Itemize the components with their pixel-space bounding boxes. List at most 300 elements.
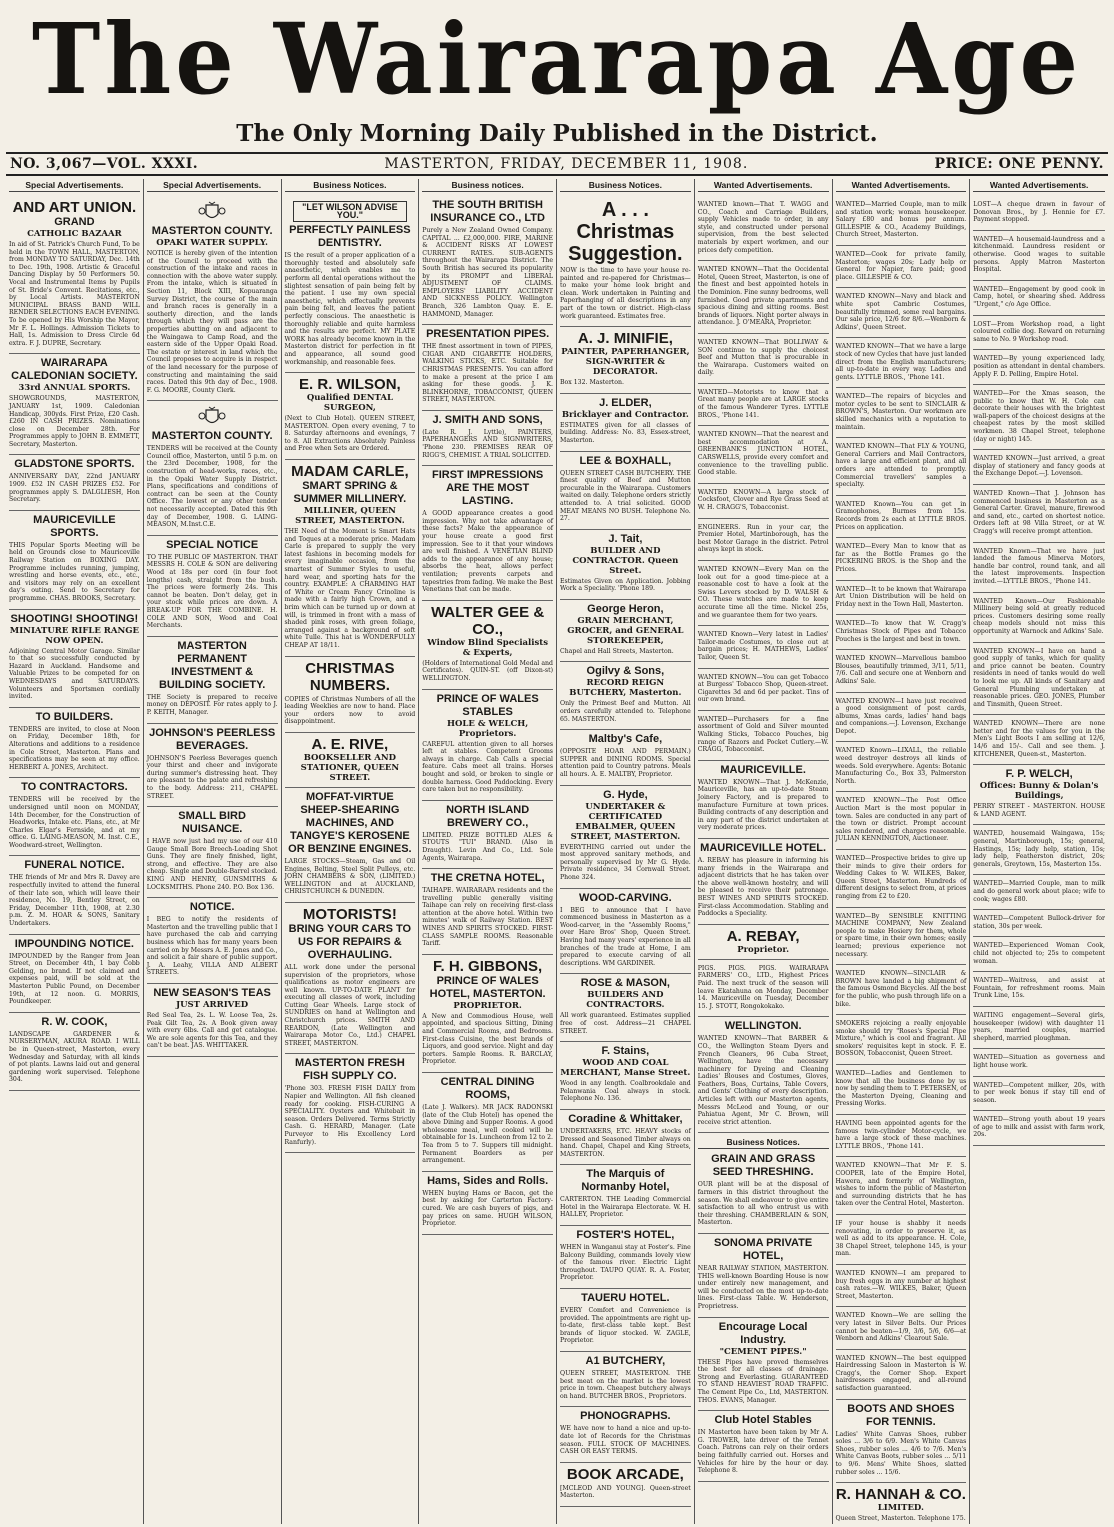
ad-body-text: I HAVE now just had my use of our 410 Gauge Small Bore Breech-Loading Shot Guns. They are finely finished, light, strong, and effective. They are also cheap. Single and Double-Barrel stocked. KING AND HENRY, GUNSMITHS & LOCKSMITHS. Phone 240. P.O. Box 136. — [146, 838, 278, 891]
advertisement — [9, 610, 140, 708]
advertisement-columns — [6, 179, 1108, 1524]
issue-number: NO. 3,067—VOL. XXXI. — [10, 156, 199, 172]
ad-heading: UNDERTAKER & CERTIFICATED EMBALMER, QUEEN STREET, MASTERTON. — [570, 801, 681, 842]
advertisement — [560, 600, 691, 663]
coat-of-arms-icon — [197, 201, 227, 223]
advertisement — [836, 438, 967, 496]
ad-heading: PHONOGRAPHS. — [580, 1410, 671, 1423]
advertisement — [836, 246, 967, 288]
ad-body-text: WANTED Known—That J. Johnson has commenced business in Masterton as a General Carter. Gravel, manure, firewood and sand, etc., carted on shortest notice. Orders left at 98 Villa Street, or at W. Cragg's will receive prompt attention. — [973, 490, 1105, 535]
advertisement — [147, 724, 278, 808]
advertisement — [698, 1411, 829, 1482]
ad-heading: FUNERAL NOTICE. — [24, 859, 125, 872]
ad-body-text: WANTED KNOWN—I have just received a good consignment of post cards, albums, Xmas cards, ladies' hand bags and companions.—J. Lovenson, Exchange Depot. — [835, 697, 967, 735]
ad-body-text: ALL work done under the personal supervision of the proprietors, whose qualifications as motor engineers are well known. UP-TO-DATE PLANT for executing all classes of work, including Cutting Gear Wheels. Large stock of SUNDRIES on hand at Wellington and Christchurch prices. SMITH AND REARDON, (Late Wellington and Wairarapa Motor Co., Ltd.) CHAPEL STREET, MASTERTON. — [284, 963, 416, 1047]
advertisement — [422, 601, 553, 690]
advertisement — [560, 452, 691, 530]
ad-heading: TO CONTRACTORS. — [21, 781, 128, 794]
ad-body-text: WANTED—By young experienced lady, position as attendant in dental chambers. Apply F. D. Pelling, Empire Hotel. — [973, 355, 1105, 378]
ad-heading: PRESENTATION PIPES. — [426, 328, 550, 341]
ad-heading: F. H. GIBBONS, — [433, 957, 543, 975]
advertisement — [973, 316, 1105, 351]
advertisement — [836, 965, 967, 1015]
ad-body-text: WANTED KNOWN—SINCLAIR & BROWN have landed a big shipment of the famous Osmond Bicycles. All the best for the public, who push through life on a bike. — [835, 970, 967, 1008]
ad-heading: BUILDERS AND CONTRACTORS. — [586, 990, 665, 1011]
advertisement — [560, 196, 691, 327]
ad-body-text: IF your house is shabby it needs renovating, in order to preserve it, as well as add to its appearance. H. Cole, 38 Chapel Street, telephone 145, is your man. — [835, 1219, 967, 1258]
advertisement — [973, 1111, 1105, 1146]
advertisement — [698, 711, 829, 761]
ad-body-text: THE finest assortment in town of PIPES, CIGAR AND CIGARETTE HOLDERS, WALKING STICKS, ETC. Suitable for CHRISTMAS PRESENTS. You can afford to make a present at the price I am asking for these goods. J. K. BLINKHORNE, TOBACCONIST, QUEEN STREET, MASTERTON. — [422, 343, 553, 404]
advertisement — [285, 903, 416, 1055]
ad-body-text: OUR plant will be at the disposal of farmers in this district throughout the season. We shall endeavour to give entire satisfaction to all who entrust us with their threshing. CHAMBERLAIN & SON, Masterton. — [697, 1181, 829, 1227]
advertisement — [973, 910, 1105, 937]
advertisement — [973, 765, 1105, 825]
ad-heading: Coradine & Whittaker, — [568, 1112, 683, 1125]
advertisement — [698, 1017, 829, 1133]
advertisement — [422, 325, 553, 411]
advertisement — [9, 196, 140, 354]
ad-body-text: WHEN in Wanganui stay at Foster's. Fine Balcony Building, commands lovely view of the famous river. Electric Light throughout. TAUPO QUAY. R. A. Foster, Proprietor. — [560, 1244, 691, 1282]
ad-body-text: WANTED—Motorists to know that a Great many people are at LARGE stocks of the famous Wanderer Tyres. LYTTLE BROS., 'Phone 141. — [697, 388, 829, 419]
ad-heading: WOOD AND COAL MERCHANT, Manse Street. — [560, 1058, 691, 1079]
ad-body-text: THESE Pipes have proved themselves the best for all classes of drainage. Strong and Everlasting. GUARANTEED TO STAND HEAVIEST ROAD TRAFFIC. The Cement Pipe Co., Ltd, MASTERTON. THOS. EVANS, Manager. — [697, 1358, 829, 1404]
ad-heading: TAUERU HOTEL. — [581, 1292, 670, 1305]
ad-body-text: TENDERS will be received by the undersigned until noon on MONDAY, 14th December, for the Construction of Headworks, Intake etc. Plans, etc., at Mr Charles Elgar's Fernside, and at my office. G. LAING-MEASON, M. Inst. C.E., Woodward-street, Wellington. — [9, 796, 140, 849]
issue-price: PRICE: ONE PENNY. — [934, 156, 1104, 172]
ad-body-text: (Next to Club Hotel). QUEEN STREET, MASTERTON. Open every evening, 7 to 8. Saturday afternoons and evenings, 7 to 8. All Extractions Absolutely Painless and Free when Sets are Ordered. — [284, 415, 416, 453]
advertisement — [836, 1483, 967, 1524]
ad-body-text: Red Seal Tea, 2s. L. W. Loose Tea, 2s. Peak Gilt Tea, 2s. A Book given away with every 6lbs. Call and get catalogue. We are sole agents for this Tea, and they can't be beat. JAS. WHITTAKER. — [146, 1012, 278, 1050]
advertisement — [147, 536, 278, 637]
ad-heading: George Heron, — [587, 602, 664, 615]
ad-body-text: WANTED—To know that W. Cragg's Christmas Stock of Pipes and Tobacco Pouches is the largest and best in town. — [835, 620, 967, 643]
advertisement — [698, 1234, 829, 1318]
advertisement — [9, 354, 140, 455]
ad-body-text: In aid of St. Patrick's Church Fund, To be held in the TOWN HALL, MASTERTON, from MONDAY TO SATURDAY, Dec. 14th to Dec. 19th, 1908. Artistic & Graceful Dancing Display by 50 Performers 50. Vocal and Instrumental Items by Pupils of St. Bride's Convent. Recitations, etc., by Local Artists. MASTERTON MUNICIPAL BRASS BAND WILL RENDER SELECTIONS EACH EVENING. To be opened by His Worship the Mayor, Mr F. L. Hollings. Admission Tickets to Hall, 1s. Admission to Dress Circle 6d extra. F. J. DUPRE, Secretary. — [9, 241, 140, 347]
ad-body-text: TENDERS will be received at the County Council office, Masterton, until 5 p.m. on the 23rd December, 1908, for the construction of head-works, races, etc., in the Opaki Water Supply District. Plans, specifications and conditions of contract can be seen at the County Office. The lowest or any other tender not necessarily accepted. Dated this 9th day of December, 1908. G. LAING-MEASON, M.Inst.C.E. — [146, 445, 278, 529]
advertisement — [698, 1318, 829, 1412]
ad-body-text: ENGINEERS. Run in your car, the Premier Hotel, Martinborough, has the best Motor Garage in the district. Petrol always kept in stock. — [697, 523, 829, 554]
ad-body-text: WANTED—Strong youth about 19 years of age to milk and assist with farm work, 20s. — [973, 1116, 1105, 1139]
advertisement — [836, 196, 967, 246]
advertisement — [560, 530, 691, 600]
ad-heading: A. E. RIVE, — [311, 735, 389, 753]
ad-heading: A . . . Christmas Suggestion. — [568, 199, 683, 265]
ad-heading: WAIRARAPA CALEDONIAN SOCIETY. — [11, 357, 138, 383]
ad-body-text: WANTED KNOWN—I am prepared to buy fresh eggs in any number at highest cash rates.—W. WILKES, Baker, Queen Street, Masterton. — [835, 1269, 967, 1300]
ad-heading: THE CRETNA HOTEL, — [430, 872, 545, 885]
advertisement — [560, 394, 691, 452]
ad-heading: NORTH ISLAND BREWERY CO., — [446, 803, 530, 829]
advertisement — [698, 426, 829, 484]
ad-body-text: WANTED KNOWN—There are none better and for the values for you in the Men's Light Boots I am selling at 12/6, 14/6 and 15/-. Call and see them. J. KITCHENER, Queen-st., Masterton. — [973, 720, 1105, 758]
ad-heading: MASTERTON PERMANENT INVESTMENT & BUILDING SOCIETY. — [158, 639, 266, 691]
ad-heading: MADAM CARLE, — [291, 463, 409, 481]
advertisement — [973, 1007, 1105, 1049]
ad-body-text: 'Phone 303. FRESH FISH DAILY from Napier and Wellington. All fish cleaned ready for cooking. FISH-CURING A SPECIALITY. Oysters and Whitebait in season. Orders Delivered. Terms Strictly Cash. G. HERARD, Manager. (Late Purveyor to His Excellency Lord Ranfurly). — [284, 1085, 416, 1146]
ad-body-text: WANTED KNOWN—That J. McKenzie, Mauriceville, has an up-to-date Steam Joinery Factory, and is prepared to manufacture Furniture at town prices. Building contracts of any description and in any part of the district undertaken at very moderate prices. — [697, 778, 829, 832]
ad-body-text: WANTED KNOWN—That the nearest and best accommodation at A. GREENBANK'S JUNCTION HOTEL, CARSWELLS, provide every comfort and convenience to the travelling public. Good stable. — [697, 431, 829, 477]
advertisement — [9, 1013, 140, 1091]
ad-heading: 33rd ANNUAL SPORTS. — [18, 383, 131, 394]
ad-heading: SONOMA PRIVATE HOTEL, — [714, 1237, 813, 1262]
ad-body-text: WANTED—Competent Bullock-driver for station, 30s per week. — [973, 915, 1105, 930]
advertisement — [836, 693, 967, 743]
ad-heading: SMALL BIRD NUISANCE. — [178, 810, 246, 836]
ad-body-text: PERRY STREET - MASTERTON. HOUSE & LAND AGENT. — [973, 803, 1105, 818]
ad-body-text: LARGE STOCKS—Steam, Gas and Oil Engines, Belting, Steel Split Pulleys, etc. JOHN CHAMBERS & SON, (LIMITED.) WELLINGTON and at AUCKLAND, CHRISTCHURCH & DUNEDIN. — [284, 857, 416, 896]
ad-body-text: QUEEN STREET CASH BUTCHERY. THE finest quality of Beef and Mutton procurable in the Wairarapa. Customers waited on daily. Telephone orders strictly attended to. A trial solicited. GOOD MEAT MEANS NO BUSH. Telephone No. 27. — [560, 469, 691, 523]
advertisement — [836, 1115, 967, 1157]
ad-body-text: WANTED—Ladies and Gentlemen to know that all the business done by us now by sending them to T. PETERSEN, of the Masterton Dyeing, Cleaning and Pressing Works. — [835, 1070, 967, 1108]
ad-body-text: WANTED KNOWN—I have on hand a good supply of tanks, which for quality and price cannot be beaten. Country residents in need of tanks would do well to look me up. All kinds of Sanitary and General Plumbing undertaken at reasonable prices. GEO. JONES, Plumber and Tinsmith, Queen Street. — [973, 647, 1105, 708]
advertisement — [147, 196, 278, 401]
advertisement — [698, 1133, 829, 1234]
advertisement — [422, 869, 553, 955]
ad-heading: GRAIN MERCHANT, GROCER, and GENERAL STOREKEEPER, — [567, 615, 684, 646]
ad-heading: WOOD-CARVING. — [579, 891, 672, 904]
ad-heading: Window Blind Specialists & Experts, — [427, 637, 549, 658]
advertisement — [836, 908, 967, 966]
ad-heading: Ogilvy & Sons, — [586, 665, 665, 678]
advertisement — [147, 984, 278, 1057]
ad-heading: J. Tait, — [608, 532, 643, 545]
column-3 — [282, 179, 420, 1524]
ad-body-text: WAITING engagement—Several girls, housekeeper (widow) with daughter 11 years, married couples, married shepherd, married ploughman. — [973, 1011, 1105, 1042]
ad-body-text: ESTIMATES given for all classes of building. Address: No. 83, Essex-street, Masterton. — [560, 421, 691, 444]
ad-heading: THE SOUTH BRITISH INSURANCE CO., LTD — [430, 199, 545, 224]
ad-body-text: WANTED—By SENSIBLE KNITTING MACHINE COMPANY, New Zealand people to make Hosiery for them, whole or spare time, in their own homes; easily learned; previous experience not necessary. — [835, 912, 967, 958]
advertisement — [698, 384, 829, 426]
ad-heading: WELLINGTON. — [724, 1020, 802, 1033]
ad-heading: "CEMENT PIPES." — [719, 1346, 807, 1357]
ad-body-text: (Late R. J. Lyttle), PAINTERS, PAPERHANGERS AND SIGNWRITERS, 'Phone 230. PREMISES REAR OF RIGG'S, CHEMIST. A TRIAL SOLICITED. — [422, 428, 553, 459]
ad-body-text: IMPOUNDED by the Ranger from Jean Street, on December 4th, 1 bay Cobb Gelding, no brand. If not claimed and expenses paid, will be sold at the Masterton Public Pound, on December 19th, at 12 noon. G. MORRIS, Poundkeeper. — [9, 952, 140, 1006]
column-heading: Business Notices. — [285, 179, 416, 192]
ad-body-text: WANTED KNOWN—Every Man on the look out for a good time-piece at a reasonable cost to have a look at the Swiss Levers stocked by D. WALSH & CO. These watches are made to keep accurate time all the time. Nickel 25s, and we guarantee them for two years. — [697, 565, 829, 619]
advertisement — [836, 1350, 967, 1400]
ad-body-text: WANTED—Purchasers for a fine assortment of Gold and Silver mounted Walking Sticks, Tobacco Pouches, big range of Razors and Pocket Cutlery.—W. CRAGG, Tobacconist. — [697, 715, 829, 754]
ad-heading: JOHNSON'S PEERLESS BEVERAGES. — [149, 726, 276, 752]
ad-body-text: UNDERTAKERS, ETC. HEAVY stocks of Dressed and Seasoned Timber always on hand. Chapel, Chapel and King Streets, MASTERTON. — [560, 1127, 691, 1158]
ad-heading: SPECIAL NOTICE — [166, 538, 259, 551]
advertisement — [973, 1049, 1105, 1076]
advertisement — [973, 643, 1105, 716]
ad-body-text: WANTED—Situation as governess and light house work. — [973, 1054, 1105, 1069]
ad-heading: A. J. MINIFIE, — [577, 330, 673, 348]
ad-body-text: WANTED Known—We are selling the very latest in Silver Belts. Our Prices cannot be beaten—1/9, 3/6, 5/6, 6/6—at Wenborn and Adkins' Clearout Sale. — [835, 1312, 967, 1343]
ad-body-text: Box 132. Masterton. — [560, 379, 624, 387]
ad-body-text: (Late J. Walkers). MR JACK RADONSKI (late of the Club Hotel) has opened the above Dining and Supper Rooms. A good wholesome meal, well cooked will be obtainable for 1s. Luncheon from 12 to 2. Tea from 5 to 7. Suppers till midnight. Permanent Boarders as per arrangement. — [422, 1104, 553, 1165]
column-heading: Business notices. — [422, 179, 553, 192]
ad-body-text: PIGS. PIGS. PIGS. WAIRARAPA FARMERS' CO., LTD., Highest Prices Paid. The next truck of the season will leave Ekatahuna on Monday, December 14. Mauriceville on Tuesday, December 15. J. STOTT, Rongokokako. — [697, 964, 829, 1010]
ad-heading: WALTER GEE & CO., — [431, 603, 545, 638]
ad-heading: CHRISTMAS NUMBERS. — [305, 659, 395, 694]
advertisement — [9, 455, 140, 510]
advertisement — [836, 1215, 967, 1265]
advertisement — [9, 778, 140, 856]
ad-heading: AND ART UNION. — [12, 199, 137, 216]
advertisement — [422, 1172, 553, 1235]
ad-body-text: IS the result of a proper application of a thoroughly tested and absolutely safe anaesthetic, which enables me to perform all dental operations without the slightest sensation of pain being felt by the patient. I use my own special anaesthetic, which effectually prevents pain being felt, and leaves the patient perfectly conscious. The anaesthetic is thoroughly reliable and quite harmless and the results are perfect. MY PLATE WORK has already become known in the Masterton district for perfection in fit and appearance, all sound good workmanship, and reasonable fees. — [284, 252, 416, 366]
boxed-slogan: "LET WILSON ADVISE YOU." — [293, 201, 408, 222]
ad-body-text: WANTED Known—Very latest in Ladies' Tailor-made Costumes, to close out at bargain prices; H. MATHEWS, Ladies' Tailor, Queen St. — [697, 631, 829, 661]
ad-body-text: SHOWGROUNDS, MASTERTON, JANUARY 1st, 1909. Caledonian Handicap, 300yds. First Prize, £20 Cash. £260 IN CASH PRIZES. Nominations close on December 28th. For Programmes apply to JOHN B. EMMETT, Secretary, Masterton. — [9, 395, 140, 448]
ad-body-text: WANTED Known—That we have just landed the famous Minerva Motors, handle bar control, round tank, and all the latest improvements. Inspection invited.—LYTTLE BROS., 'Phone 141. — [973, 547, 1105, 585]
ad-body-text: WE have now to hand a nice and up-to-date lot of Records for the Christmas season. FULL STOCK OF MACHINES. CASH OR EASY TERMS. — [560, 1425, 691, 1456]
ad-body-text: WANTED KNOWN—Marvellous bamboo Blouses, beautifully trimmed, 3/11, 5/11, 7/6. Call and secure one at Wenborn and Adkins' Sale. — [835, 655, 967, 685]
advertisement — [560, 662, 691, 730]
ad-body-text: WANTED KNOWN—Just arrived, a great display of stationery and fancy goods at the Exchange Depot.—J. Lovenson. — [973, 455, 1105, 478]
ad-heading: BRING YOUR CARS TO US FOR REPAIRS & OVERHAULING. — [288, 922, 412, 961]
ad-body-text: CARTERTON. THE Leading Commercial Hotel in the Wairarapa Electorate. W. H. HALLEY, Proprietor. — [560, 1196, 691, 1219]
advertisement — [973, 350, 1105, 385]
ad-body-text: WANTED Known—LIXALL, the reliable weed destroyer destroys all kinds of weeds. Sold everywhere. Agents: Botanic Manufacturing Co., Box 33, Palmerston North. — [835, 747, 967, 785]
advertisement — [285, 373, 416, 460]
ad-body-text: WANTED—Waitress, and assist at Fountain, for refreshment rooms. Main Trunk Line, 15s. — [973, 977, 1105, 1000]
advertisement — [973, 196, 1105, 231]
dateline — [6, 152, 1108, 176]
ad-heading: PRINCE OF WALES HOTEL, MASTERTON. — [429, 974, 546, 1000]
ad-body-text: WANTED—For the Xmas season, the public to know that W. H. Cole can decorate their houses with the brightest wall-papers of the choicest designs at the cheapest rates by the most skilled workmen. 38 Chapel Street, telephone (day or night) 145. — [973, 390, 1105, 443]
ad-body-text: WANTED—Married Couple, man to milk and do general work about place; wife to cook; wages £80. — [973, 880, 1105, 903]
ad-body-text: COPIES of Christmas Numbers of all the leading Weeklies are now to hand. Place your orders now to avoid disappointment. — [284, 695, 416, 726]
ad-body-text: WANTED KNOWN—The Post Office Auction Mart is the most popular in town. Sales are conducted in any part of the town or district. Prompt account sales rendered, and charges reasonable. JULIAN KENNINGTON, Auctioneer. — [835, 797, 967, 843]
ad-body-text: WANTED—A housemaid-laundress and a kitchenmaid. Laundress resident or otherwise. Good wages to suitable persons. Apply Matron Masterton Hospital. — [973, 235, 1105, 274]
ad-body-text: WANTED, housemaid Waingawa, 15s; general, Martinborough, 15s; general, Hastings, 15s; lady help, station, 15s; lady help, Featherston district, 20s; generals, Greytown, 15s, Masterton 15s. — [973, 830, 1105, 868]
advertisement — [836, 1307, 967, 1349]
ad-heading: LIMITED. — [877, 1503, 924, 1514]
advertisement — [973, 825, 1105, 875]
ad-body-text: Chapel and Hall Streets, Masterton. — [560, 647, 674, 655]
column-1 — [6, 179, 144, 1524]
ad-heading: Proprietor. — [737, 944, 790, 955]
advertisement — [560, 1110, 691, 1165]
column-2 — [144, 179, 282, 1524]
ad-heading: Encourage Local Industry. — [718, 1320, 808, 1346]
ad-body-text: I BEG to notify the residents of Masterton and the travelling public that I have purchased the cab and carrying business which has for many years been carried on by Messrs A. E. Jones and Co., and solicit a fair share of public support. J. A. Leahy, VILLA AND ALBERT STREETS. — [146, 916, 278, 977]
ad-heading: TO BUILDERS. — [35, 710, 114, 723]
advertisement — [836, 650, 967, 692]
advertisement — [973, 231, 1105, 281]
ad-body-text: THIS Popular Sports Meeting will be held on Grounds close to Mauriceville Railway Station on BOXING DAY. Programme includes running, jumping, wrestling and horse events, etc., etc., and visitors may rely on an excellent day's outing. Send to Secretary for programme. CHAS. BROOKS, Secretary. — [9, 541, 140, 602]
ad-heading: Hams, Sides and Rolls. — [427, 1174, 549, 1187]
advertisement — [560, 889, 691, 975]
ad-heading: MAURICEVILLE. — [720, 763, 806, 776]
advertisement — [698, 561, 829, 626]
ad-body-text: A GOOD appearance creates a good impression. Why not take advantage of these facts? Make the appearance of your house create a good first impression. See to it that your windows are well finished. A VENETIAN BLIND adds to the appearance of any house; absorbs the heat, allows perfect ventilation; prevents carpets and tapestries from fading. We make the Best Venetians that can be made. — [422, 510, 553, 594]
ad-body-text: WANTED—Every Man to know that as far as the Bottle Frames go the PICKERING BROS. is the Shop and the Prices. — [835, 543, 967, 573]
advertisement — [560, 327, 691, 394]
ad-heading: Qualified DENTAL SURGEON, — [306, 393, 393, 414]
ad-heading: NEW SEASON'S TEAS — [153, 987, 271, 999]
ad-body-text: WANTED known—That T. WAGG and CO., Coach and Carriage Builders, supply Vehicles made to order, in any style, and constructed under personal supervision, from the best selected materials by expert workmen, and our prices defy competition. — [697, 201, 829, 254]
ad-heading: BOOK ARCADE, — [566, 1465, 684, 1483]
advertisement — [698, 196, 829, 261]
ad-heading: JUST ARRIVED — [176, 1000, 249, 1010]
advertisement — [560, 1226, 691, 1289]
advertisement — [836, 1015, 967, 1065]
ad-body-text: THE Society is prepared to receive money on DEPOSIT. For rates apply to J. P. KEITH, Manager. — [146, 693, 278, 716]
column-7 — [833, 179, 971, 1524]
ad-heading: MAURICEVILLE HOTEL. — [700, 842, 827, 854]
ad-heading: F. P. WELCH, — [1005, 768, 1073, 781]
ad-body-text: THE Need of the Moment is Smart Hats and Toques at a moderate price. Madam Carle is prepared to supply the very latest fashions in becoming models for every imaginable occasion, from the smartest of Summer Styles to useful, hard wear, and sporting hats for the country. EXAMPLE: A CHARMING HAT of White or Cream Fancy Crinoline is made with a fairly high Crown, and a brim which can be turned up or down at will, is trimmed in front with a mass of shaded pink roses, with green foliage, arranged against a background of soft white Tulle. This hat is WONDERFULLY CHEAP AT 18/11. — [284, 528, 416, 649]
ad-body-text: EVERYTHING carried out under the most approved sanitary methods, and personally supervised by Mr G. Hyde. Private residence, 34 Cornwall Street. Phone 324. — [560, 843, 691, 881]
ad-heading: SHOOTING! SHOOTING! — [10, 612, 139, 625]
ad-body-text: WANTED KNOWN—That BOLLIWAY & SON continue to supply the choicest Beef and Mutton that is procurable in the Wairarapa. Customers waited on daily. — [697, 338, 829, 377]
ad-heading: MASTERTON COUNTY. — [151, 430, 273, 443]
ad-heading: The Marquis of Normanby Hotel, — [581, 1168, 670, 1194]
ad-body-text: LANDSCAPE GARDENER & NURSERYMAN, AKURA ROAD. I WILL be in Queen-street, Masterton, every Wednesday and Saturday, with all kinds of pot plants. Lawns laid out and general gardening work supervised. Telephone 304. — [9, 1030, 140, 1084]
ad-heading: LEE & BOXHALL, — [579, 454, 672, 467]
advertisement — [836, 538, 967, 580]
advertisement — [285, 788, 416, 903]
advertisement — [973, 543, 1105, 593]
column-heading: Special Advertisements. — [147, 179, 278, 192]
ad-heading: Club Hotel Stables — [714, 1414, 812, 1427]
column-heading: Special Advertisements. — [9, 179, 140, 192]
ad-body-text: WANTED KNOWN—Navy and black and white spot Cambric Costumes, beautifully trimmed, some real bargains. Our sale price, 12/6 for 8/6.—Wenborn & Adkins', Queen Street. — [835, 293, 967, 331]
ad-body-text: Estimates Given on Application. Jobbing Work a Speciality. 'Phone 189. — [560, 577, 691, 593]
ad-body-text: WANTED—The repairs of bicycles and motor cycles to be sent to SINCLAIR & BROWN'S, Masterton. Our workmen are skilled mechanics with a reputation to maintain. — [835, 393, 967, 431]
column-8 — [970, 179, 1108, 1524]
advertisement — [560, 1463, 691, 1507]
ad-body-text: WANTED KNOWN—The best equipped Hairdressing Saloon in Masterton is W. Cragg's, the Corner Shop. Expert hairdressers engaged, and all-round satisfaction guaranteed. — [835, 1354, 967, 1393]
advertisement — [422, 1073, 553, 1172]
ad-heading: R. W. COOK, — [41, 1015, 108, 1028]
advertisement — [285, 733, 416, 788]
ad-body-text: WANTED—Experienced Woman Cook, child not objected to; 25s to competent woman. — [973, 942, 1105, 965]
ad-body-text: EVERY Comfort and Convenience is provided. The appointments are right up-to-date, first-class table kept. Best brands of liquor stocked. W. ZAGLE, Proprietor. — [560, 1307, 691, 1345]
ad-heading: G. Hyde, — [603, 788, 648, 801]
ad-heading: GRAIN AND GRASS SEED THRESHING. — [711, 1153, 816, 1179]
ad-heading: CATHOLIC BAZAAR — [27, 229, 122, 239]
advertisement — [422, 801, 553, 869]
ad-body-text: WANTED KNOWN—A large stock of Cocksfoot, Clover and Rye Grass Seed at W. H. CRAGG'S, Tobacconist. — [697, 488, 829, 511]
advertisement — [560, 1289, 691, 1352]
ad-body-text: WANTED KNOWN—That the Occidental Hotel, Queen Street, Masterton, is one of the finest and best appointed hotels in the Dominion. Fine sunny bedrooms, well furnished. Good private apartments and spacious dining and sitting rooms. Best brands of liquors. Night porter always in attendance. J. O'MEARA, Proprietor. — [697, 266, 829, 327]
ad-heading: BUILDER AND CONTRACTOR. Queen Street. — [572, 545, 679, 576]
advertisement — [836, 615, 967, 650]
ad-body-text: WANTED KNOWN—That Mr F. S. COOPER, late of the Empire Hotel, Hawera, and formerly of Wellington, wishes to inform the public of Masterton and surrounding districts that he has taken over the Central Hotel, Masterton. — [835, 1162, 967, 1208]
advertisement — [973, 1077, 1105, 1112]
ad-heading: PRINCE OF WALES STABLES — [436, 692, 539, 718]
ad-heading: CENTRAL DINING ROOMS, — [440, 1076, 535, 1101]
ad-body-text: Only the Primest Beef and Mutton. All orders carefully attended to. Telephone 65. MASTERTON. — [560, 700, 691, 723]
ad-body-text: ANNIVERSARY DAY, 22nd JANUARY 1909. £52 IN CASH PRIZES £52. For programmes apply S. DALGLIESH, Hon Secretary. — [9, 473, 140, 504]
ad-heading: J. ELDER, — [599, 396, 652, 409]
ad-heading: PROPRIETOR. — [453, 1000, 522, 1011]
advertisement — [698, 925, 829, 960]
advertisement — [560, 1042, 691, 1110]
advertisement — [285, 196, 416, 373]
advertisement — [422, 690, 553, 801]
advertisement — [422, 411, 553, 466]
column-4 — [419, 179, 557, 1524]
ad-body-text: A. REBAY has pleasure in informing his many friends in the Wairarapa and adjacent districts that he has taken over the above well-known hostelry, and will be pleased to receive their patronage. BEST WINES AND SPIRITS STOCKED. First-class Accommodation. Stabling and Paddocks a Speciality. — [697, 857, 829, 918]
ad-heading: A1 BUTCHERY, — [585, 1355, 666, 1367]
ad-body-text: WANTED—Competent milker, 20s, with to per week bonus if stay till end of season. — [973, 1081, 1105, 1104]
ad-heading: SMART SPRING & SUMMER MILLINERY. — [293, 480, 407, 506]
advertisement — [836, 1400, 967, 1484]
ad-body-text: NEAR RAILWAY STATION, MASTERTON. THIS well-known Boarding House is now under entirely new management, and will be conducted on the most up-to-date lines. First-class Table. W. Henderson, Proprietress. — [697, 1265, 829, 1310]
advertisement — [836, 1265, 967, 1307]
ad-body-text: NOTICE is hereby given of the intention of the Council to proceed with the construction of the intake and races in connection with the above water supply. From the intake, which is situated in Section 11, Block XIII, Kopuaranga Survey District, the course of the main and branch races is generally in a southerly direction, and the lands through which they will pass are the properties abutting on and adjacent to the Waingawa to Camp Road, and the eastern side of the Upper Opaki Road. The estate or interest in land which the Council proposes to acquire is in respect of the land necessary for the purpose of constructing and maintaining the said races. Dated this 9th day of Dec., 1908. F. G. MOORE, County Clerk. — [146, 250, 278, 394]
ad-heading: IMPOUNDING NOTICE. — [14, 937, 134, 950]
ad-body-text: SMOKERS rejoicing a really enjoyable smoke should try "Roses's Special Pipe Mixture," which is cool and fragrant. All smokers' requisites kept in stock. F. E. BOSSON, Tobacconist, Queen Street. — [835, 1020, 967, 1058]
advertisement — [973, 450, 1105, 485]
ad-body-text: TENDERS are invited, to close at Noon on Friday, December 18th, for Alterations and additions to a residence in Cole Street, Masterton. Plans and specifications may be seen at my office. HERBERT A. JONES, Architect. — [9, 725, 140, 771]
ad-body-text: WANTED—Cook for private family, Masterton; wages 20s; Lady help or General for Napier, fare paid; good place. GILLESPIE & CO. — [835, 250, 967, 281]
advertisement — [422, 196, 553, 325]
ad-body-text: [MCLEOD AND YOUNG]. Queen-street Masterton. — [560, 1484, 691, 1500]
ad-heading: GLADSTONE SPORTS. — [14, 458, 135, 471]
ad-heading: MOFFAT-VIRTUE SHEEP-SHEARING MACHINES, AND TANGYE'S KEROSENE OR BENZINE ENGINES. — [288, 790, 412, 855]
ad-body-text: THE friends of Mr and Mrs R. Davey are respectfully invited to attend the funeral of their late son, which will leave their residence, No. 19, Bentley Street, on Friday, December 11th, 1908, at 2.30 p.m. Z. M. HOAR & SONS, Sanitary Undertakers. — [9, 874, 140, 928]
ad-body-text: WANTED—Engagement by good cook in Camp, hotel, or shearing shed. Address "Urgent," c/o Age Office. — [973, 285, 1105, 308]
ad-heading: MOTORISTS! — [302, 905, 397, 923]
advertisement — [836, 496, 967, 538]
ad-body-text: IN Masterton have been taken by Mr A. G. TROWER, late driver of the Tennet Coach. Patrons can rely on their orders being faithfully carried out. Horses and Vehicles for hire by the hour or day. Telephone 8. — [697, 1429, 829, 1475]
advertisement — [836, 581, 967, 616]
ad-body-text: WANTED Known—You can get in Gramophones, Burmes from 15s. Records from 2s each at LYTTLE BROS. Prices on application. — [835, 500, 967, 531]
ad-body-text: QUEEN STREET, MASTERTON. THE best meat on the market is the lowest price in town. Cheapest butchery always on hand. BUTCHER BROS., Proprietors. — [560, 1370, 691, 1400]
ad-heading: FOSTER'S HOTEL, — [576, 1229, 675, 1242]
advertisement — [9, 511, 140, 610]
column-heading: Business Notices. — [560, 179, 691, 192]
ad-body-text: CAREFUL attention given to all horses left at stables. Competent Grooms always in charge. Cab Calls a special feature. Cabs meet all trains. Horses bought and sold, or broken to single or double harness. Good Paddocking. Every care taken but no responsibility. — [422, 740, 553, 794]
issue-date: MASTERTON, FRIDAY, DECEMBER 11, 1908. — [384, 156, 749, 172]
advertisement — [973, 972, 1105, 1007]
ad-body-text: WANTED KNOWN—That FLY & YOUNG, General Carriers and Mail Contractors, have a large and efficient plant, and all orders are attended to promptly. Commercial travellers' samples a specialty. — [835, 443, 967, 489]
advertisement — [698, 334, 829, 384]
ad-body-text: WANTED KNOWN—That BARBER & CO., the Wellington Steam Dyers and French Cleaners, 96 Cuba Street, Wellington, have the necessary machinery for Dyeing and Cleaning Ladies' Blouses and Costumes, Gloves, Feathers, Boas, Curtains, Table Covers, and Gents' Clothing of every description. Articles left with our Masterton agents, Messrs McLeod and Young, or our Pahiatua Agent, Mr C. Brown, will receive strict attention. — [697, 1035, 829, 1126]
advertisement — [836, 850, 967, 908]
column-6 — [695, 179, 833, 1524]
ad-body-text: Purely a New Zealand Owned Company. CAPITAL ... £2,000,000. FIRE, MARINE & ACCIDENT RISKS AT LOWEST CURRENT RATES. SUB-AGENTS throughout the Wairarapa District. The South British has secured its popularity by its PROMPT and LIBERAL ADJUSTMENT OF CLAIMS. EMPLOYERS' LIABILITY ACCIDENT AND SICKNESS POLICY. Wellington Branch, 326 Lambton Quay. E. E. HAMMOND, Manager. — [422, 227, 553, 318]
ad-heading: E. R. WILSON, — [299, 376, 401, 394]
ad-heading: R. HANNAH & CO. — [835, 1486, 966, 1504]
advertisement — [560, 1407, 691, 1462]
advertisement — [698, 261, 829, 334]
ad-body-text: WANTED KNOWN—That we have a large stock of new Cycles that have just landed direct from the English manufacturers; all up-to-date in every way. Ladies and gents. LYTTLE BROS., 'Phone 141. — [835, 343, 967, 381]
advertisement — [836, 742, 967, 792]
advertisement — [560, 1165, 691, 1226]
advertisement — [9, 856, 140, 934]
column-heading: Wanted Advertisements. — [836, 179, 967, 192]
advertisement — [422, 466, 553, 601]
section-heading: Business Notices. — [698, 1136, 829, 1149]
ad-body-text: WANTED KNOWN—You can get Tobacco at Burgess' Tobacco Shop, Queen-street. Cigarettes 3d and 6d per packet. Tins of our own brand. — [697, 673, 829, 704]
advertisement — [285, 657, 416, 733]
ad-body-text: NOW is the time to have your house re-painted and re-papered for Christmas—to make your home look bright and clean. Work undertaken in Painting and Paperhanging of all descriptions in any part of the town or district. High-class work guaranteed. Estimates free. — [560, 267, 691, 320]
advertisement — [698, 839, 829, 925]
advertisement — [560, 974, 691, 1042]
advertisement — [147, 807, 278, 898]
ad-body-text: JOHNSON'S Peerless Beverages quench your thirst and cheer and invigorate during summer's distressing heat. They are pleasant to the palate and refreshing to the body. Address: 211, CHAPEL STREET. — [146, 754, 278, 800]
masthead-title: The Wairarapa Age — [31, 6, 1083, 116]
ad-body-text: Adjoining Central Motor Garage. Similar to that so successfully conducted by Hazard in Auckland. Handsome and Valuable Prizes to be competed for on WEDNESDAYS and SATURDAYS. Volunteers and Sportsmen cordially invited. — [9, 647, 140, 701]
advertisement — [836, 792, 967, 850]
ad-heading: PAINTER, PAPERHANGER, SIGN-WRITER & DECORATOR. — [561, 347, 690, 378]
ad-heading: MAURICEVILLE SPORTS. — [33, 513, 116, 539]
ad-heading: J. SMITH AND SONS, — [432, 413, 543, 426]
ad-body-text: Ladies' White Canvas Shoes, rubber soles ... 3/6 to 6/9. Men's White Canvas Shoes, rubber soles ... 4/6 to 7/6. Men's White Canvas Boots, rubber soles ... 5/11 to 9/6. Mens' White Shoes, slatted rubber soles ... 15/6. — [835, 1430, 967, 1476]
advertisement — [836, 288, 967, 338]
masthead — [6, 6, 1108, 116]
